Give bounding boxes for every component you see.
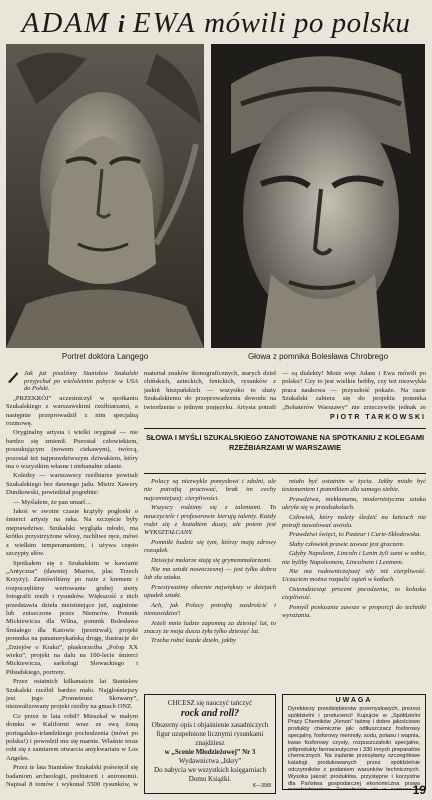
aphorism: Jeżeli mnie ludzie zapomną za dziesięć lat, to znaczy że moja dusza żyła tylko dziesięć lat. [144,619,276,635]
article-column-2 [144,370,276,410]
aphorism: Prawdziwa, niekłamana, modernistyczna sztuka ukryła się w przedszkolach. [282,495,426,512]
aphorisms-column-right [282,478,426,690]
article-paragraph: Przez ostatnich kilkanaście lat Stanisław Szukalski rzeźbił bardzo mało. Najgłośniejszy jest jego „Prometeusz Skowany”, niezrealizowany projekt rzeźby na gmach ONZ. [6,678,138,711]
ad-line: w „Scenie Młodzieżowej” Nr 3 [164,748,256,756]
title-rest: mówili po polsku [204,7,411,39]
aphorism: Człowiek, który należy śledzić na łańcuch nie potrafi nawalować awiolu. [282,513,426,530]
page-number: 19 [412,783,426,797]
aphorism: Gdyby Napoleon, Lincoln i Lenin żyli sami w sobie, nie byliby Napoleonem, Lincolnem i Leninem. [282,550,426,566]
article-paragraph: Oryginalny artysta i wielki oryginał — nie bardzo się zmienił. Pozostał człowiekiem, poszukującym (nowem ciekawym), twórcą, pozostał też najprawdziwszym dziwakiem, który ma o wszystkim własne i niebanalne zdanie. [6,429,138,471]
article-paragraph: Co przez te lata robił? Mieszkał w małym domku w Kalifornii wraz ze swą żoną portugalsko-irlandzkiego pochodzenia (mówi po polsku!) i powodził mu się marnie. Właśnie teraz robi się z zamiarem otwarcia antykwariatu w Los Angeles. [6,712,138,762]
author-signature: PIOTR TARKOWSKI [330,414,426,421]
photo-caption-left: Portret doktora Langego [61,352,149,361]
ad-line: Obszerny opis i objaśnienie zasadniczych figur uzupełnione licznymi rysunkami znajdziesz [151,721,269,747]
aphorism: Pomniki budzie się tym, którzy mają zdrowy rozsądek. [144,538,276,555]
aphorisms-column-left [144,478,276,690]
aphorism: Osiemdziesiąt procent pocodzenia, to kolaska ciepliwość. [282,585,426,602]
title-word-adam: ADAM [21,7,111,39]
aphorism: Ach, jak Polacy potrafią zazdrościć i nienawidzieć! [144,601,276,618]
article-paragraph: — Myślałem, że pan umarł… [13,498,92,506]
aphorism: Nie ma sztuki nowoczesnej — jest tylko dobra lub zła sztuka. [144,566,276,582]
aphorism: Trzeba robić każde dzieło, jakby [151,637,236,645]
article-paragraph: materiał znaków ikonograficznych, starych dzieł chińskich, azteckich, fenickich, rysunków z jaskiń hiszpańskich — wszystko to służy Szukalskiemu do przeprowadzenia dowodu na twierdzenie o jednym prajęzyku. Artysta potrafi [144,370,276,410]
ad-line: Do nabycia we wszystkich księgarniach Domu Książki. [154,766,266,783]
aphorism: Nie ma rudowniczejszej siły niż cierpliwość. Uczuciem można rozpalić ogień w kotłach. [282,568,426,584]
aphorisms-headline: SŁOWA I MYŚLI SZUKALSKIEGO ZANOTOWANE NA SPOTKANIU Z KOLEGAMI RZEŹBIARZAMI W WARSZAWIE [144,428,426,474]
notice-heading: UWAGA [335,697,373,704]
ad-line: Wydawnictwa „Iskry” [178,757,242,765]
aphorism: Polacy są niezwykle pomysłowi i zdolni, ale nie potrafią pracować, brak im cechy najcenniejszej: cierpliwości. [144,478,276,502]
rock-and-roll-ad [144,694,276,794]
chrobry-sculpture-image [211,44,425,348]
title-word-ewa: EWA [132,7,197,39]
article-paragraph: „PRZEKRÓJ” uczestniczył w spotkaniu Szukalskiego z warszawskimi rzeźbiarzami, a następnie przeprowadził z nim specjalną rozmowę. [6,394,138,427]
portrait-sculpture-image [6,44,204,348]
quill-icon [6,370,20,384]
article-paragraph: — są dialekty! Może więc Adam i Ewa mówili po polsku? Czy to jest wielkie hobby, czy też niezwykła praca naukowa — przyszłość pokaże. Na razie Szukalski zabiera się do projektu pomnika „Bohaterów Warszawy” nie zrzeczywije jednak ze [282,370,426,410]
ad-line: CHCESZ się nauczyć tańczyć [167,699,253,707]
notice-text: Dyrektorzy przedsiębiorstw przemysłowych, prezesi spółdzielni i producenci! Kupujcie w „Spółdzielni Pracy Chemików „Xenon” taśmę i dobre jakościowo produkty chemiczne jak: odtłuszczacz fosforowy specjalny, fosforowy mennoły, sodu, potasu i wapnia, kwas fosforowy czysty, rozpuszczalniki specjalne, półprodukty farmaceutyczne i 330 innych preparatów chemicznych. Na żądanie przesyłamy szczegółowe katalogi produkowanych przez spółdzielnie odczynników z podaniem warunków technicznych. Wysoka jakość produktów, przystępne i korzystne dla Państwa gospodarczej ekonomiczna prawa [288,705,420,787]
page-title [0,6,432,40]
aphorism: Przestyważmy obecnie największy w dziejach upadek sztuki. [144,583,276,600]
article-intro [6,370,138,393]
article-column-1 [6,370,138,788]
article-column-3 [282,370,426,410]
article-paragraph: Jakoś w swoim czasie krążyły pogłoski o śmierci artysty na raka. Na szczęście były nieprawdziwe. Szukalski wygląda młodo, ma krótko przystrzyżone włosy, ruchliwe ręce, mówi z wielkim temperamentem, i używa często szczypty słów. [6,508,138,558]
aphorism: Słaby człowiek prawie zawsze jest graczem. [289,540,405,548]
photo-chrobry-head [211,44,425,348]
aphorism: Wszyscy rodzimy się z talentami. To nauczyciele i profesorowie kierują talenty. Każdy rodzi się z kształtem duszy, ale potem jest WYKSZTAŁCANY. [144,504,276,537]
aphorism: miało być ostatnim w życiu. Jakby miało być testamentem i pomnikiem dla samego siebie. [282,478,426,494]
ad-rock-and-roll: rock and roll? [180,708,240,719]
title-word-i: i [117,12,126,38]
xenon-notice [282,694,426,790]
article-paragraph: Przez te lata Stanisław Szukalski poświęcił się badaniom archeologii, prehistorii i antronomii. Napisał 8 tomów i wykonał 5500 rysunków, w [6,764,138,788]
aphorism: Dzisiejsi malarze stają się grymonmalarzami. [151,556,272,564]
article-intro-text: Jak już pisaliśmy Stanisław Szukalski przyjechał po wieloletnim pobycie w USA do Polski. [24,370,138,393]
article-paragraph: Spotkałem się z Szukalskim w kawiarni „Antyczna” (dawniej Mazres, plac Trzech Krzyży). Zamówiliśmy po razie z kremem i rozpoczęliśmy wertowanie grubej sterty fotografii rzeźb i rysunków. Większość z nich przedstawia dzieła nieistniejące już, zaginione lub zniszczone przez Niemców. Pomnik Mickiewicza dla Wilna, pomnik Bolesława Śmiałego dla Katowic (przetrwał), projekt pomnika na panamerykańską drogę, ilustracje do „Dziejów o Kraku”, płaskorzeźba „Polop XX wieku”, projekt na dalu na 100-lecie śmierci Mickiewicza, sarkofagi Słowackiego i Piłsudskiego, portrety. [6,559,138,676]
aphorism: Pomyśl posłusznie zawsze w proporcji do techniki wyrażania. [282,603,426,620]
article-paragraph: Koledzy — warszawscy rzeźbiarze powitali Szukalskiego bez dawnego jadu. Mistrz Xawery Dunikowski, powiedział pogodnie: [6,472,138,497]
photo-portrait-lange [6,44,204,348]
photo-caption-right: Głowa z pomnika Bolesława Chrobrego [247,352,389,361]
aphorism: Prawdziwi święci, to Pasteur i Curie-Skłodowska. [289,531,422,539]
ad-code: K—39/8 [252,783,271,789]
